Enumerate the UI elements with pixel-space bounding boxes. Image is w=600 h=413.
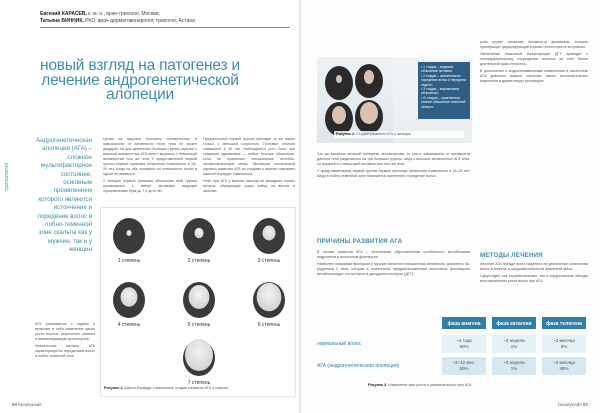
paragraph: Клиническая картина АГА характеризуется поредением волос в лобно-теменной зоне. xyxy=(35,344,95,358)
paragraph: Увеличение локальной концентрации ДГТ приводит к последовательному сокращению анагена за счет более длительной фазы телогена. xyxy=(480,52,588,66)
phase-cell-value: 9% xyxy=(560,344,568,349)
row-label: АГА (андрогенетическая алопеция) xyxy=(317,363,400,369)
header-rule xyxy=(40,27,290,28)
phase-cell-value: 49% xyxy=(559,366,569,371)
text-column-e xyxy=(317,250,470,279)
author-1-title: к. м. н., врач-трихолог, Москва; xyxy=(86,11,160,17)
stage-label: 1 степень xyxy=(117,258,141,264)
paragraph: Существуют как терапевтические, так и хирургические методы восстановления роста волос при АГА. xyxy=(480,274,588,283)
page-gutter xyxy=(299,0,301,413)
phase-header-label: фаза катагена xyxy=(496,321,532,327)
stage-label: 3 степень xyxy=(257,258,281,264)
norwood-heads xyxy=(101,208,297,384)
figure-2-caption xyxy=(334,131,464,138)
female-stages-list xyxy=(418,62,470,119)
paragraph: Наиболее значимым фактором у мужчин является повышенная активность фермента 5α-редуктазы II типа, которая в генетически предрасположенных волосяных фолликулах метаболизирует тестостерон в дигидротестостерон (ДГТ). xyxy=(317,262,470,276)
paragraph: В основе развития АГА – генетически обусловленная особенность метаболизма андрогенов в волосяном фолликуле. xyxy=(317,250,470,259)
page-number: 60 xyxy=(12,402,18,407)
figure-3-label: Рисунок 3. xyxy=(368,383,388,387)
figure-3-text: Изменение фаз роста и развития волос при АГА. xyxy=(387,383,473,387)
phase-cell-value: 50% xyxy=(459,366,469,371)
paragraph: Целая на мужское половину человечества, в зависимости от активности этого гена не может двадцать на для девальных больших группы мужчин с высокой активностью АГА гена и мужчины с невысокой активностью того же гена. У представителей первой группы первые признаки облысения появляются в 18–20 лет, когда на обе половины их плешивость тысяч в одной не являются. xyxy=(103,137,197,176)
figure-1-text: Шкала Норвуда–Гамильтона: стадии развития АГА у мужчин xyxy=(123,386,229,390)
phase-cell-value: ~2–12 мес. xyxy=(452,360,476,365)
phase-cell-value: ~4 года xyxy=(456,338,472,343)
bald-area xyxy=(194,228,203,239)
paragraph: В дополнение к андрогензависимым изменениям в патогенезе АГА довольно важное значение имеют воспалительные изменения в дерме вокруг фолликула. xyxy=(480,69,588,83)
bald-area xyxy=(257,283,282,312)
page-number: 61 xyxy=(582,402,588,407)
author-2-title: PhD, врач-дерматовенеролог, трихолог, Астана xyxy=(83,17,195,24)
phase-cell-value: ~3 недели xyxy=(503,338,525,343)
row-label: нормальный волос xyxy=(317,341,362,347)
stage-label: 7 степень xyxy=(187,380,211,384)
figure-1-label: Рисунок 1. xyxy=(104,386,124,390)
text-column-a xyxy=(103,137,197,196)
text-column-b xyxy=(203,137,295,196)
stage-item: • IV стадия – практически полное облысение теменной области xyxy=(421,95,466,109)
stage-label: 4 степень xyxy=(117,322,141,328)
figure-1-caption xyxy=(104,386,294,391)
text-column-c xyxy=(35,322,95,361)
page-brand: beautyeade xyxy=(18,402,42,407)
stage-item: • 1 стадия – видимое облысение пятнами; xyxy=(421,65,454,74)
author-2-name: Татьяна ВИННИК, xyxy=(40,17,84,24)
section-tab xyxy=(2,150,12,210)
bald-area xyxy=(185,339,213,371)
bald-area xyxy=(126,230,131,236)
stage-label: 6 степень xyxy=(257,322,281,328)
phase-header-label: фаза анагена xyxy=(447,321,481,327)
bald-area xyxy=(121,287,138,307)
phase-cell-value: ~3 месяца xyxy=(553,338,575,343)
text-column-g xyxy=(480,262,588,286)
text-column-d xyxy=(317,152,470,181)
authors xyxy=(40,11,295,24)
article-intro: Андрогенетическая алопеция (АГА) – сложное мультифакторное состояние, основным проявлением которого являются истончение и поредение волос в лобно-теменной зоне скальпа как у мужчин, так и у женщин xyxy=(36,137,92,254)
page-number-left xyxy=(12,402,42,407)
author-1-name: Евгений КАРАСЕВ, xyxy=(40,11,87,17)
section-heading-causes: ПРИЧИНЫ РАЗВИТИЯ АГА xyxy=(317,238,403,245)
bald-area xyxy=(189,285,210,309)
paragraph: Предпосылкой первой группы проходит то же самое только с меньшей скоростью. Половые отличия снижаются в 45 лет. Наблюдается рост боли при снижении одинаковое — любое течение облысения, если не применять специальные лечебно-профилактические меры. Эволюцию клинической картины развития АГА по стадиям у мужчин называют шкалой Норвуда–Гамильтона. xyxy=(203,137,295,176)
stage-label: 2 степень xyxy=(187,258,211,264)
paragraph: Лечение АГА прежде всего нацелено на увеличение количества волос в анагене и продолжительности анагенной фазы. xyxy=(480,262,588,271)
phase-cell-value: ~3 месяца xyxy=(553,360,575,365)
article-headline: новый взгляд на патогенез и лечение андрогенетической алопеции xyxy=(40,57,240,103)
section-heading-methods: МЕТОДЫ ЛЕЧЕНИЯ xyxy=(480,252,543,259)
stage-item: • 2 стадия – значительное поредение волос в переднем отделе; xyxy=(421,73,466,87)
paragraph: У представительниц первой группы первые признаки облысения появляются в 18–20 лет, когда в лобно-теменной зоне начинается постепенно поредение волос. xyxy=(317,169,470,178)
phase-cell-value: 1% xyxy=(510,366,518,371)
phase-cell-value: ~3 недели xyxy=(503,360,525,365)
figure-2-label: Рисунок 2. xyxy=(336,132,356,136)
paragraph: АГА развивается с годами и включает в себя изменение цикла роста волоса, укорочение анагена и миниатюризацию фолликулов. xyxy=(35,322,95,341)
figure-3-caption xyxy=(368,383,578,388)
paragraph: Итак, при АГА у мужчин никогда не выпадают только волосы, образующие узкую кайму на висках и затылке. xyxy=(203,179,295,193)
phase-header-label: фаза телогена xyxy=(546,321,582,327)
figure-2-text: Стадии развития АГА у женщин xyxy=(355,132,411,136)
stage-item: • 3 стадия – выраженное облысение; xyxy=(421,87,460,96)
stage-label: 5 степень xyxy=(187,322,211,328)
bald-area xyxy=(263,226,276,241)
phase-cell-value: 90% xyxy=(459,344,469,349)
page-brand: beautyeade xyxy=(558,402,582,407)
norwood-scale-figure xyxy=(100,207,296,397)
phase-cell-value: 1% xyxy=(510,344,518,349)
paragraph: Что же касается женской половины человечества, то она в зависимости от активности данного гена разделяется на три больших группы: лица с высокой активностью АГА гена, со средней и с невысокой активностью того же гена. xyxy=(317,152,470,166)
paragraph: роль играет снижение активности ароматазы, которая преобразует циркулирующий в крови тестостерон в эстрогены. xyxy=(480,40,588,49)
text-column-f xyxy=(480,40,588,86)
paragraph: У женщин первые признаки облысения этой группы проявляются с менее активным ведущим гормональным брак до 7,4 до 8 лет. xyxy=(103,179,197,193)
section-tab-label: трихология xyxy=(4,162,10,192)
page-number-right xyxy=(558,402,588,407)
